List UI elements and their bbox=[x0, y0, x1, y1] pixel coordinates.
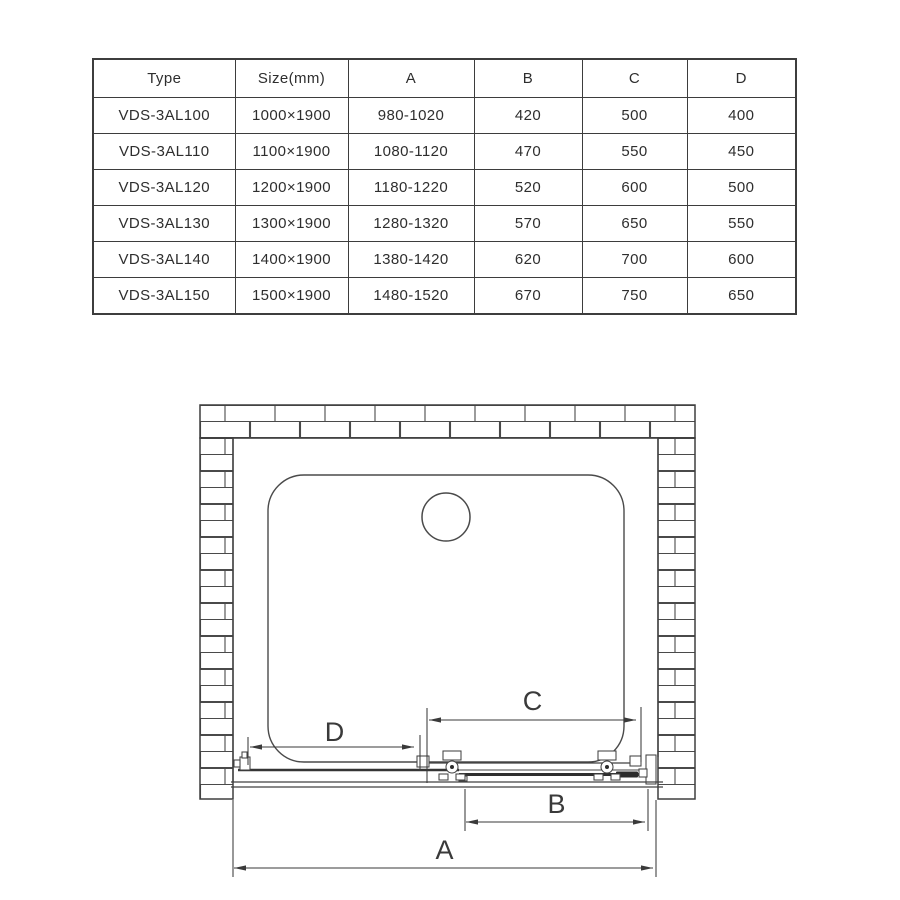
brick-wall-left bbox=[200, 438, 233, 799]
table-row bbox=[93, 206, 796, 242]
table-cell: VDS-3AL100 bbox=[93, 98, 235, 134]
table-cell: VDS-3AL150 bbox=[93, 278, 235, 315]
column-header-b: B bbox=[474, 59, 582, 98]
drain-circle bbox=[422, 493, 470, 541]
table-cell: 670 bbox=[474, 278, 582, 315]
table-row bbox=[93, 278, 796, 315]
table-row bbox=[93, 98, 796, 134]
table-row bbox=[93, 242, 796, 278]
table-cell: 600 bbox=[687, 242, 796, 278]
table-cell: 1100×1900 bbox=[235, 134, 348, 170]
table-row bbox=[93, 170, 796, 206]
table-cell: VDS-3AL110 bbox=[93, 134, 235, 170]
table-cell: 1380-1420 bbox=[348, 242, 474, 278]
arrowhead bbox=[250, 744, 262, 749]
rail-end-cap-right bbox=[630, 756, 641, 766]
table-cell: 450 bbox=[687, 134, 796, 170]
table-cell: 1300×1900 bbox=[235, 206, 348, 242]
table-header-row bbox=[93, 59, 796, 98]
brick-wall-top bbox=[200, 405, 695, 438]
table-cell: 470 bbox=[474, 134, 582, 170]
table-cell: 650 bbox=[582, 206, 687, 242]
table-row bbox=[93, 134, 796, 170]
table-cell: VDS-3AL120 bbox=[93, 170, 235, 206]
table-cell: 550 bbox=[582, 134, 687, 170]
brick-wall-right bbox=[658, 438, 695, 799]
technical-drawing bbox=[0, 380, 900, 900]
arrowhead bbox=[641, 865, 653, 870]
table-cell: 1180-1220 bbox=[348, 170, 474, 206]
dimension-label-a: A bbox=[435, 835, 455, 865]
table-cell: 750 bbox=[582, 278, 687, 315]
bottom-sill bbox=[231, 782, 663, 787]
table-cell: 570 bbox=[474, 206, 582, 242]
table-cell: 1400×1900 bbox=[235, 242, 348, 278]
dimension-a bbox=[233, 800, 656, 877]
table-cell: 1000×1900 bbox=[235, 98, 348, 134]
arrowhead bbox=[633, 819, 645, 824]
roller-left bbox=[439, 751, 465, 780]
dimension-label-b: B bbox=[547, 789, 567, 819]
table-cell: 400 bbox=[687, 98, 796, 134]
column-header-a: A bbox=[348, 59, 474, 98]
table-cell: VDS-3AL130 bbox=[93, 206, 235, 242]
table-cell: 650 bbox=[687, 278, 796, 315]
table-cell: 980-1020 bbox=[348, 98, 474, 134]
column-header-c: C bbox=[582, 59, 687, 98]
arrowhead bbox=[624, 717, 636, 722]
table-cell: 550 bbox=[687, 206, 796, 242]
arrowhead bbox=[466, 819, 478, 824]
dimension-b bbox=[465, 789, 648, 831]
column-header-size: Size(mm) bbox=[235, 59, 348, 98]
table-cell: 500 bbox=[582, 98, 687, 134]
table-cell: 1500×1900 bbox=[235, 278, 348, 315]
table-cell: 520 bbox=[474, 170, 582, 206]
wall-profile-right bbox=[639, 755, 656, 784]
table-cell: 600 bbox=[582, 170, 687, 206]
arrowhead bbox=[234, 865, 246, 870]
table-cell: 1280-1320 bbox=[348, 206, 474, 242]
column-header-d: D bbox=[687, 59, 796, 98]
table-cell: 620 bbox=[474, 242, 582, 278]
table-cell: 1080-1120 bbox=[348, 134, 474, 170]
spec-table bbox=[92, 58, 797, 315]
table-cell: 1480-1520 bbox=[348, 278, 474, 315]
dimension-label-c: C bbox=[522, 686, 544, 716]
table-cell: 700 bbox=[582, 242, 687, 278]
dimension-label-d: D bbox=[324, 717, 346, 747]
table-cell: 420 bbox=[474, 98, 582, 134]
column-header-type: Type bbox=[93, 59, 235, 98]
table-cell: 1200×1900 bbox=[235, 170, 348, 206]
table-cell: VDS-3AL140 bbox=[93, 242, 235, 278]
table-cell: 500 bbox=[687, 170, 796, 206]
